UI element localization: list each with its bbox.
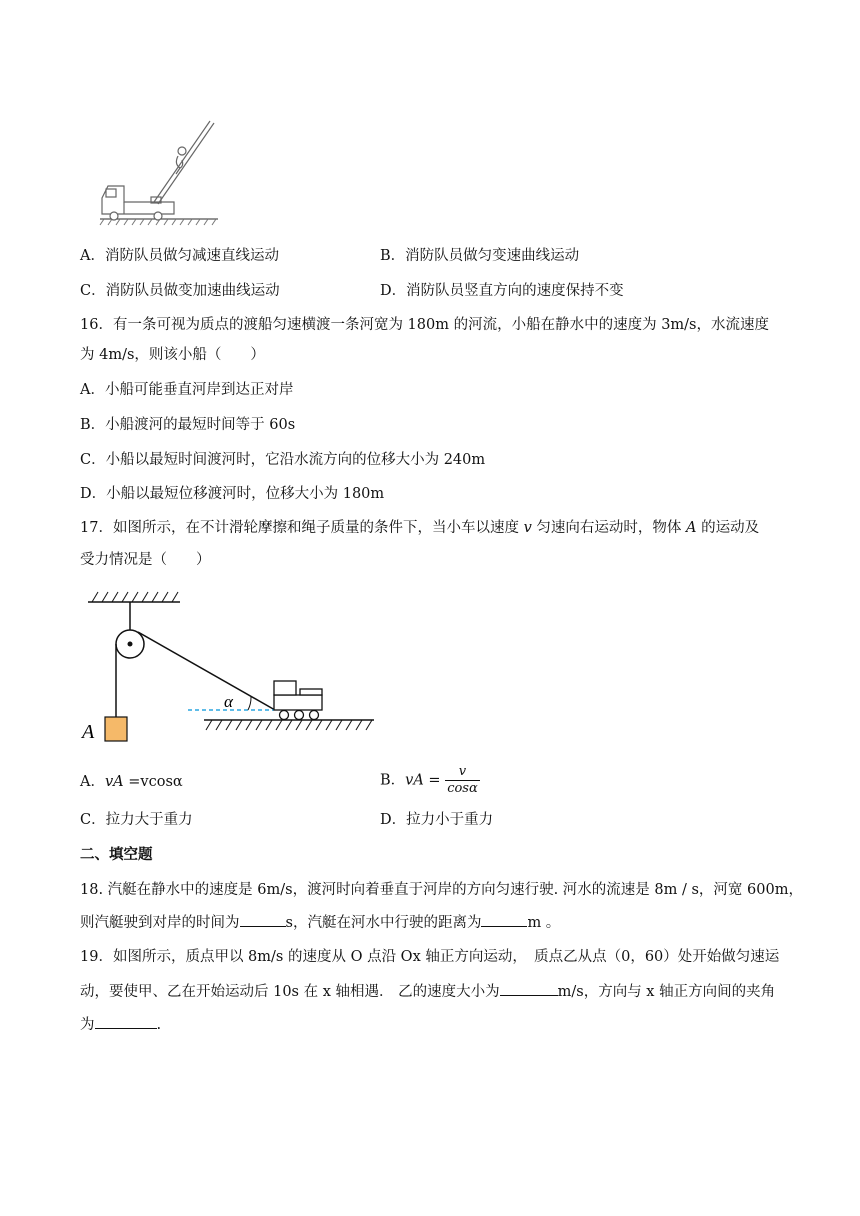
q16-option-a: A．小船可能垂直河岸到达正对岸: [80, 382, 294, 398]
q16-option-b: B．小船渡河的最短时间等于 60s: [80, 417, 296, 433]
q15-option-c: C．消防队员做变加速曲线运动: [80, 283, 280, 299]
q18-stem-line2: 则汽艇驶到对岸的时间为 s，汽艇在河水中行驶的距离为 m 。: [80, 912, 560, 933]
q19-stem-line1: 19．如图所示，质点甲以 8m/s 的速度从 O 点沿 Ox 轴正方向运动， 质点乙从点（0，60）处开始做匀速运: [80, 949, 780, 965]
q16-stem-line2: 为 4m/s，则该小船（ ）: [80, 347, 265, 363]
q19-stem-line2: 动，要使甲、乙在开始运动后 10s 在 x 轴相遇． 乙的速度大小为 m/s，方向与 x 轴正方向间的夹角: [80, 981, 775, 1002]
q17-stem-line1: 17．如图所示，在不计滑轮摩擦和绳子质量的条件下，当小车以速度 v 匀速向右运动时，物体 A 的运动及: [80, 520, 760, 536]
q17-option-c: C．拉力大于重力: [80, 812, 193, 828]
q19-blank-angle[interactable]: [95, 1014, 157, 1029]
q18-blank-time[interactable]: [240, 912, 286, 927]
q16-option-d: D．小船以最短位移渡河时，位移大小为 180m: [80, 486, 385, 502]
q17-stem-line2: 受力情况是（ ）: [80, 552, 211, 568]
q17-option-d: D．拉力小于重力: [380, 812, 494, 828]
q15-option-d: D．消防队员竖直方向的速度保持不变: [380, 283, 624, 299]
q16-stem-line1: 16．有一条可视为质点的渡船匀速横渡一条河宽为 180m 的河流，小船在静水中的速度为 3m/s，水流速度: [80, 317, 770, 333]
small-truck: [274, 681, 322, 720]
q15-crane-figure: [96, 118, 226, 228]
q17-option-b-fraction: $\frac{v}{\cos\alpha}$: [447, 764, 478, 796]
block-a-label: A: [82, 721, 95, 743]
block-a: [105, 717, 127, 741]
q16-option-c: C．小船以最短时间渡河时，它沿水流方向的位移大小为 240m: [80, 452, 486, 468]
q19-stem-line3: 为 .: [80, 1014, 161, 1035]
q18-blank-distance[interactable]: [481, 912, 527, 927]
angle-alpha-label: α: [224, 692, 233, 711]
q19-blank-speed[interactable]: [500, 981, 558, 996]
q17-option-a: A．vA =vcosα: [80, 774, 183, 790]
q17-pulley-figure: [78, 588, 388, 750]
q17-option-b: B．vA = $\frac{v}{\cos\alpha}$: [380, 764, 478, 796]
q15-option-b: B．消防队员做匀变速曲线运动: [380, 248, 580, 264]
section-title: 二、填空题: [80, 847, 153, 863]
q18-stem-line1: 18. 汽艇在静水中的速度是 6m/s，渡河时向着垂直于河岸的方向匀速行驶. 河水的流速是 8m / s，河宽 600m，: [80, 882, 803, 898]
q15-option-a: A．消防队员做匀减速直线运动: [80, 248, 279, 264]
